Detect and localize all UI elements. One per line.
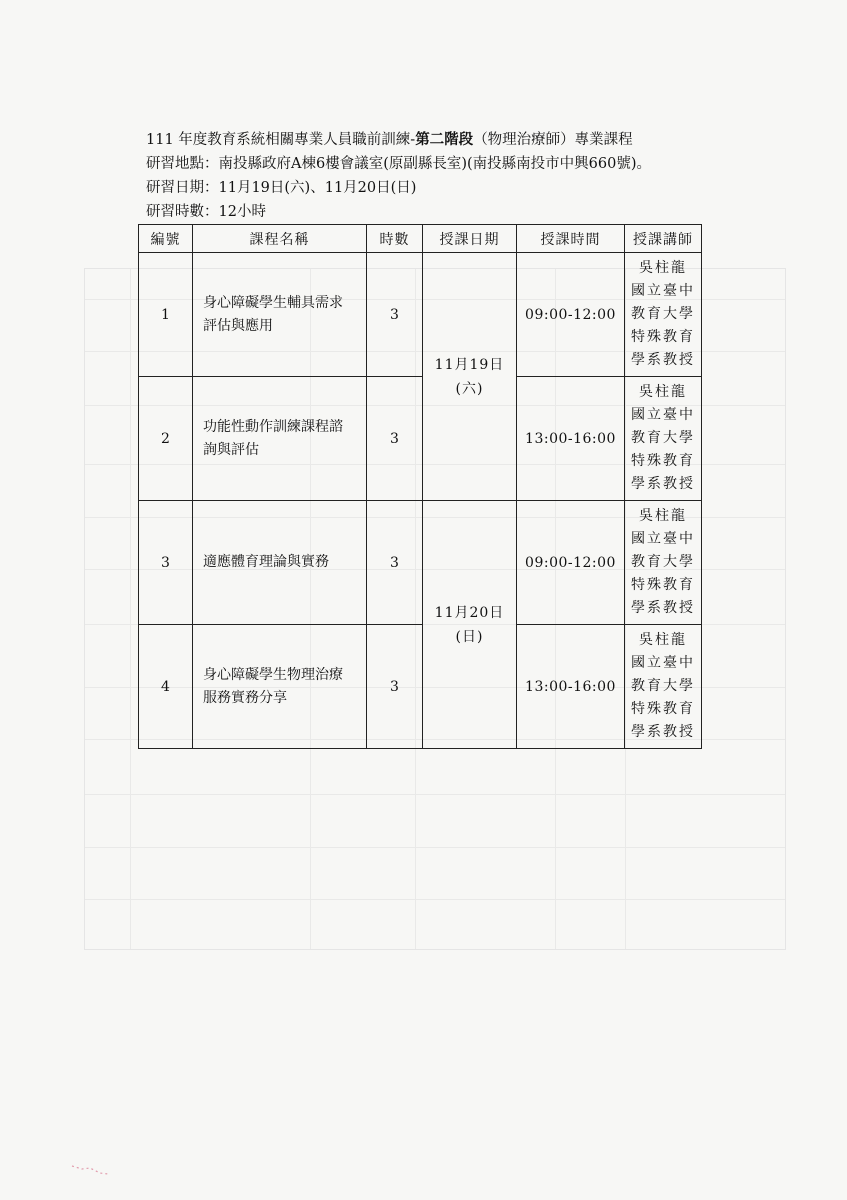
course-time: 13:00-16:00 (517, 377, 625, 501)
course-weekday: (六) (455, 380, 484, 397)
course-name: 適應體育理論與實務 (193, 501, 367, 625)
header-number: 編號 (139, 225, 193, 253)
course-time: 09:00-12:00 (517, 253, 625, 377)
course-weekday: (日) (455, 628, 484, 645)
scan-speck-mark (70, 1160, 110, 1178)
header-instructor: 授課講師 (625, 225, 702, 253)
table-row (139, 377, 702, 501)
document-header (146, 128, 651, 224)
course-instructor: 吳柱龍 國立臺中教育大學特殊教育學系教授 (625, 625, 702, 749)
course-name: 身心障礙學生物理治療服務實務分享 (193, 625, 367, 749)
course-hours: 3 (367, 377, 423, 501)
course-title: 111 年度教育系統相關專業人員職前訓練-第二階段（物理治療師）專業課程 (146, 131, 633, 148)
course-name: 功能性動作訓練課程諮詢與評估 (193, 377, 367, 501)
training-hours: 研習時數：12小時 (146, 204, 266, 220)
course-hours: 3 (367, 253, 423, 377)
table-row (139, 625, 702, 749)
row-number: 4 (139, 625, 193, 749)
course-date-group (423, 501, 517, 749)
table-header-row (139, 225, 702, 253)
course-schedule-table (138, 224, 702, 749)
header-date: 授課日期 (423, 225, 517, 253)
header-hours: 時數 (367, 225, 423, 253)
course-instructor: 吳柱龍 國立臺中教育大學特殊教育學系教授 (625, 253, 702, 377)
course-hours: 3 (367, 625, 423, 749)
row-number: 2 (139, 377, 193, 501)
header-time: 授課時間 (517, 225, 625, 253)
course-date: 11月19日 (434, 356, 505, 373)
header-course-name: 課程名稱 (193, 225, 367, 253)
row-number: 3 (139, 501, 193, 625)
training-location: 研習地點：南投縣政府A棟6樓會議室(原副縣長室)(南投縣南投市中興660號)。 (146, 156, 651, 172)
table-row (139, 253, 702, 377)
course-instructor: 吳柱龍 國立臺中教育大學特殊教育學系教授 (625, 501, 702, 625)
course-date: 11月20日 (434, 604, 505, 621)
training-dates: 研習日期：11月19日(六)、11月20日(日) (146, 180, 417, 196)
course-date-group (423, 253, 517, 501)
course-hours: 3 (367, 501, 423, 625)
course-time: 09:00-12:00 (517, 501, 625, 625)
course-instructor: 吳柱龍 國立臺中教育大學特殊教育學系教授 (625, 377, 702, 501)
course-name: 身心障礙學生輔具需求評估與應用 (193, 253, 367, 377)
table-row (139, 501, 702, 625)
row-number: 1 (139, 253, 193, 377)
course-time: 13:00-16:00 (517, 625, 625, 749)
